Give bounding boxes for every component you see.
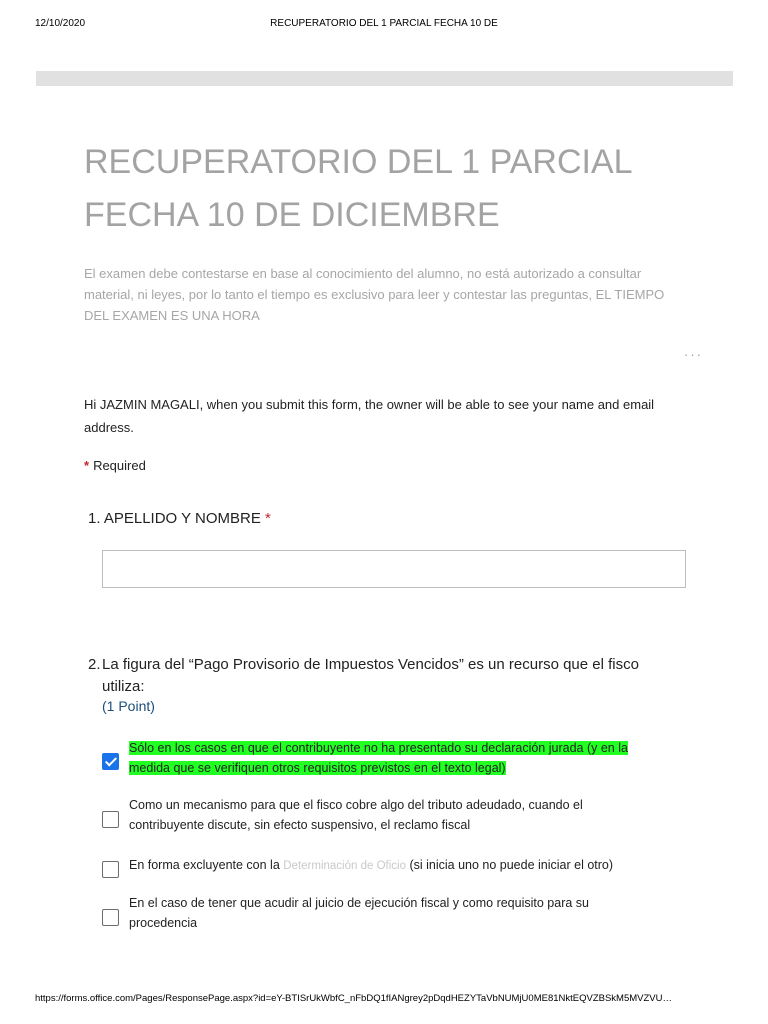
more-options-icon[interactable]: ··· <box>684 347 703 362</box>
question-points: (1 Point) <box>102 698 155 714</box>
print-date: 12/10/2020 <box>35 18 86 29</box>
question-text: APELLIDO Y NOMBRE <box>103 510 261 527</box>
footer-url: https://forms.office.com/Pages/ResponsePage.aspx?id=eY-BTISrUkWbfC_nFbDQ1fIANgrey2pDqdHEZYTaVbNUMjU0ME81NktEQVZBSkM5MVZVU… <box>35 993 673 1004</box>
checkbox[interactable] <box>102 811 119 828</box>
required-label: Required <box>93 458 146 473</box>
owner-note: Hi JAZMIN MAGALI, when you submit this form, the owner will be able to see your name and email address. <box>84 397 655 435</box>
option-label-faded: Determinación de Oficio <box>283 860 406 872</box>
option-label <box>129 738 654 778</box>
print-title: RECUPERATORIO DEL 1 PARCIAL FECHA 10 DE <box>270 18 498 29</box>
required-star: * <box>84 458 90 473</box>
apellido-nombre-input[interactable] <box>102 550 686 588</box>
option-label: Como un mecanismo para que el fisco cobre algo del tributo adeudado, cuando el contribuyente discute, sin efecto suspensivo, el reclamo fiscal <box>129 798 583 832</box>
option-label-part: En forma excluyente con la <box>129 858 284 872</box>
question-2-title <box>88 654 678 698</box>
form-description: El examen debe contestarse en base al conocimiento del alumno, no está autorizado a consultar material, ni leyes, por lo tanto el tiempo es exclusivo para leer y contestar las preguntas, EL TIEMPO DEL EXAMEN ES UNA HORA <box>84 266 665 323</box>
checkbox-checked[interactable] <box>102 753 119 770</box>
form-header-bar <box>36 71 733 86</box>
question-text: La figura del “Pago Provisorio de Impuestos Vencidos” es un recurso que el fisco utiliza: <box>102 656 639 695</box>
required-note <box>84 458 146 473</box>
question-number: 1. <box>88 510 101 527</box>
option-label-part: (si inicia uno no puede iniciar el otro) <box>405 858 614 872</box>
option-label-highlighted: Sólo en los casos en que el contribuyente no ha presentado su declaración jurada (y en la medida que se verifiquen otros requisitos previstos en el texto legal) <box>129 741 628 775</box>
option-label: En el caso de tener que acudir al juicio de ejecución fiscal y como requisito para su procedencia <box>129 896 589 930</box>
checkbox[interactable] <box>102 909 119 926</box>
option-label <box>129 855 654 876</box>
question-1-title <box>88 510 271 527</box>
required-star: * <box>265 510 271 527</box>
question-number: 2. <box>88 656 101 673</box>
form-title: RECUPERATORIO DEL 1 PARCIAL FECHA 10 DE DICIEMBRE <box>84 143 632 234</box>
checkbox[interactable] <box>102 861 119 878</box>
